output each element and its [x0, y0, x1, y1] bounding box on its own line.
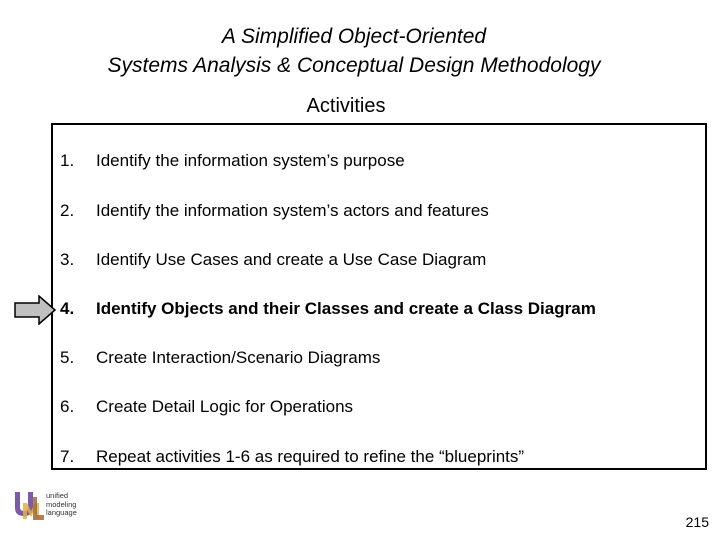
- logo-word: unified: [46, 491, 69, 500]
- activity-item-4: [60, 298, 596, 320]
- uml-logo-text: [46, 492, 77, 518]
- slide-title-line-2: Systems Analysis & Conceptual Design Methodology: [107, 54, 601, 77]
- logo-word: language: [46, 508, 77, 517]
- activity-text: Create Interaction/Scenario Diagrams: [96, 348, 381, 367]
- activity-item-1: [60, 150, 405, 172]
- activity-item-6: [60, 396, 353, 418]
- page-number: 215: [685, 514, 709, 530]
- activity-text: Repeat activities 1-6 as required to refine the “blueprints”: [96, 447, 525, 466]
- logo-word: modeling: [46, 499, 77, 509]
- activity-number: 6.: [60, 397, 75, 416]
- uml-logo-icon: [13, 489, 45, 523]
- activity-item-3: [60, 249, 486, 271]
- activity-text: Create Detail Logic for Operations: [96, 397, 354, 416]
- slide-title-line-1: A Simplified Object-Oriented: [221, 25, 487, 48]
- activity-number: 4.: [60, 299, 75, 318]
- slide-subtitle: Activities: [306, 95, 386, 117]
- arrow-right-icon: [14, 295, 56, 325]
- activity-number: 3.: [60, 250, 75, 269]
- activity-number: 1.: [60, 151, 75, 170]
- activity-text: Identify Objects and their Classes and create a Class Diagram: [96, 299, 596, 318]
- activity-item-7: [60, 446, 524, 468]
- activity-number: 2.: [60, 201, 75, 220]
- slide-title: [0, 22, 708, 80]
- activity-text: Identify the information system’s actors and features: [96, 201, 489, 220]
- activity-number: 7.: [60, 447, 75, 466]
- activity-text: Identify Use Cases and create a Use Case Diagram: [96, 250, 487, 269]
- activity-text: Identify the information system’s purpose: [96, 151, 405, 170]
- activity-item-2: [60, 200, 489, 222]
- activity-number: 5.: [60, 348, 75, 367]
- activity-item-5: [60, 347, 380, 369]
